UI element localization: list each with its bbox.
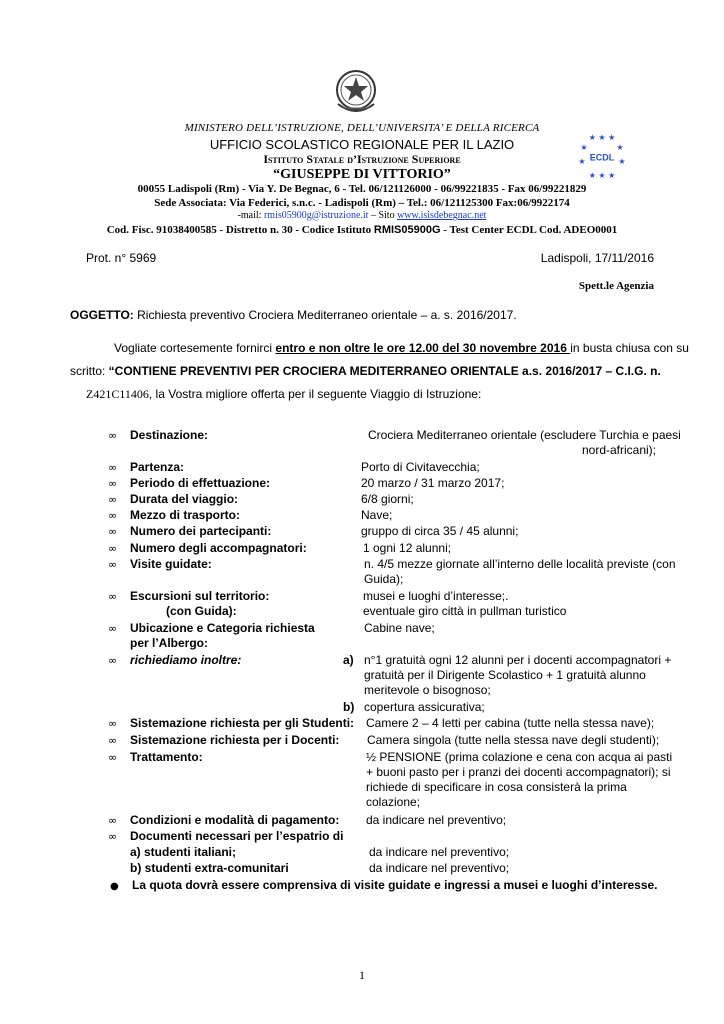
item-label: Destinazione: xyxy=(130,428,209,442)
item-label: richiediamo inoltre: xyxy=(130,653,242,667)
item-label: Documenti necessari per l’espatrio di xyxy=(130,829,344,843)
item-label: Sistemazione richiesta per gli Studenti: xyxy=(130,716,355,730)
item-label: a) studenti italiani; xyxy=(130,845,237,859)
recipient: Spett.le Agenzia xyxy=(578,280,654,292)
list-item-accompagnatori xyxy=(108,541,307,555)
item-label: Mezzo di trasporto: xyxy=(130,508,240,522)
bullet-icon: ∞ xyxy=(108,814,118,827)
list-item-trattamento xyxy=(108,750,203,764)
list-item-durata xyxy=(108,492,238,506)
ministry-line: MINISTERO DELL’ISTRUZIONE, DELL’UNIVERSITA’ E DELLA RICERCA xyxy=(184,122,540,134)
item-value: ½ PENSIONE (prima colazione e cena con acqua ai pasti xyxy=(366,750,673,764)
item-label: Visite guidate: xyxy=(130,557,212,571)
list-item-partecipanti xyxy=(108,524,271,538)
item-label: Numero dei partecipanti: xyxy=(130,524,272,538)
list-item-mezzo xyxy=(108,508,240,522)
item-label: Sistemazione richiesta per i Docenti: xyxy=(130,733,340,747)
item-value: eventuale giro città in pullman turistico xyxy=(363,604,567,618)
item-value: gruppo di circa 35 / 45 alunni; xyxy=(361,524,519,538)
list-item-ubicazione xyxy=(108,621,315,635)
body-line-2 xyxy=(70,364,661,378)
body-line-1 xyxy=(114,341,689,355)
item-value: musei e luoghi d’interesse;. xyxy=(363,589,509,603)
item-label: (con Guida): xyxy=(166,604,237,618)
republic-emblem-icon xyxy=(332,66,380,118)
final-note-text: La quota dovrà essere comprensiva di visite guidate e ingressi a musei e luoghi d’interesse. xyxy=(132,878,658,892)
item-value: Nave; xyxy=(361,508,393,522)
list-item-periodo xyxy=(108,476,270,490)
svg-text:★ ★ ★: ★ ★ ★ xyxy=(588,171,616,180)
bullet-icon: ∞ xyxy=(108,493,118,506)
bullet-icon: ∞ xyxy=(108,830,118,843)
item-label: Partenza: xyxy=(130,460,185,474)
deadline: entro e non oltre le ore 12.00 del 30 novembre 2016 xyxy=(275,341,571,355)
list-item-destinazione xyxy=(108,428,208,442)
final-note xyxy=(110,878,658,892)
svg-text:★: ★ xyxy=(580,143,588,152)
mail-prefix: -mail: xyxy=(237,210,264,221)
item-label: Periodo di effettuazione: xyxy=(130,476,271,490)
svg-text:★ ★ ★: ★ ★ ★ xyxy=(588,133,616,142)
item-value: da indicare nel preventivo; xyxy=(369,861,510,875)
item-value: Camere 2 – 4 letti per cabina (tutte nella stessa nave); xyxy=(366,716,655,730)
bullet-icon: ∞ xyxy=(108,622,118,635)
bullet-icon: ∞ xyxy=(108,590,118,603)
body-p3-b: , la Vostra migliore offerta per il seguente Viaggio di Istruzione: xyxy=(148,387,482,401)
body-line-3 xyxy=(86,387,481,402)
item-value: n°1 gratuità ogni 12 alunni per i docenti accompagnatori + xyxy=(364,653,672,667)
list-marker: b) xyxy=(343,700,355,714)
item-label: Trattamento: xyxy=(130,750,203,764)
svg-text:★: ★ xyxy=(618,157,626,166)
site-link[interactable]: www.isisdebegnac.net xyxy=(397,210,487,221)
item-value: meritevole o bisognoso; xyxy=(364,683,491,697)
item-label: Numero degli accompagnatori: xyxy=(130,541,307,555)
bullet-icon: ∞ xyxy=(108,477,118,490)
bullet-icon: ∞ xyxy=(108,429,118,442)
item-value: copertura assicurativa; xyxy=(364,700,485,714)
item-value: Crociera Mediterraneo orientale (escludere Turchia e paesi xyxy=(368,428,681,442)
contact-line xyxy=(0,210,724,221)
svg-text:★: ★ xyxy=(616,143,624,152)
bullet-icon: ∞ xyxy=(108,461,118,474)
item-value: 20 marzo / 31 marzo 2017; xyxy=(361,476,505,490)
list-item-documenti xyxy=(108,829,343,843)
subject-line xyxy=(70,308,517,322)
item-value: n. 4/5 mezze giornate all’interno delle località previste (con xyxy=(364,557,676,571)
body-p1-a: Vogliate cortesemente fornirci xyxy=(114,341,276,355)
item-value: + buoni pasto per i pranzi dei docenti accompagnatori); si xyxy=(366,765,671,779)
svg-text:★: ★ xyxy=(578,157,586,166)
item-value: 1 ogni 12 alunni; xyxy=(363,541,452,555)
item-value: Guida); xyxy=(364,572,404,586)
bullet-icon: ∞ xyxy=(108,734,118,747)
item-label: per l’Albergo: xyxy=(130,636,209,650)
bullet-icon: ∞ xyxy=(108,525,118,538)
item-value: Porto di Civitavecchia; xyxy=(361,460,480,474)
item-label: Durata del viaggio: xyxy=(130,492,239,506)
site-separator: – Sito xyxy=(368,210,398,221)
item-value: richiede di specificare in cosa consisterà la prima xyxy=(366,780,627,794)
item-label: b) studenti extra-comunitari xyxy=(130,861,289,875)
item-value: Camera singola (tutte nella stessa nave degli studenti); xyxy=(367,733,660,747)
item-label: Escursioni sul territorio: xyxy=(130,589,270,603)
item-value: da indicare nel preventivo; xyxy=(369,845,510,859)
protocol-number: Prot. n° 5969 xyxy=(86,251,157,265)
mail-link[interactable]: rmis05900g@istruzione.it xyxy=(263,210,369,221)
list-marker: a) xyxy=(343,653,354,667)
item-value: da indicare nel preventivo; xyxy=(366,813,507,827)
cod-fisc-b: - Test Center ECDL Cod. ADEO0001 xyxy=(440,224,618,236)
envelope-label: “CONTIENE PREVENTIVI PER CROCIERA MEDITERRANEO ORIENTALE a.s. 2016/2017 – C.I.G. n. xyxy=(108,364,661,378)
school-name: “GIUSEPPE DI VITTORIO” xyxy=(273,167,451,182)
item-value: gratuità per il Dirigente Scolastico + 1 gratuità alunno xyxy=(364,668,646,682)
cod-fisc-a: Cod. Fisc. 91038400585 - Distretto n. 30 - Codice Istituto xyxy=(106,224,374,236)
bullet-icon: ∞ xyxy=(108,717,118,730)
bullet-icon: ∞ xyxy=(108,654,118,667)
bullet-icon: ∞ xyxy=(108,542,118,555)
bullet-icon: ∞ xyxy=(108,751,118,764)
body-p1-b: in busta chiusa con su xyxy=(570,341,689,355)
list-item-partenza xyxy=(108,460,184,474)
subject-label: OGGETTO: xyxy=(70,308,134,322)
item-label: Ubicazione e Categoria richiesta xyxy=(130,621,315,635)
item-value: nord-africani); xyxy=(581,443,656,457)
secondary-address-line: Sede Associata: Via Federici, s.n.c. - Ladispoli (Rm) – Tel.: 06/121125300 Fax:06/9922174 xyxy=(154,197,570,209)
item-value: Cabine nave; xyxy=(364,621,435,635)
cod-fisc-line xyxy=(0,224,724,236)
subject-text: Richiesta preventivo Crociera Mediterraneo orientale – a. s. 2016/2017. xyxy=(133,308,517,322)
list-item-escursioni xyxy=(108,589,269,603)
ufficio-line: UFFICIO SCOLASTICO REGIONALE PER IL LAZIO xyxy=(209,137,515,152)
page-number: 1 xyxy=(359,968,365,982)
istituto-line: Istituto Statale d’Istruzione Superiore xyxy=(263,152,461,166)
document-date: Ladispoli, 17/11/2016 xyxy=(540,251,654,265)
bullet-icon: ∞ xyxy=(108,558,118,571)
bullet-dot-icon: ● xyxy=(110,881,119,892)
item-value: colazione; xyxy=(366,795,421,809)
cod-istituto: RMIS05900G xyxy=(373,224,441,236)
address-line: 00055 Ladispoli (Rm) - Via Y. De Begnac, 6 - Tel. 06/121126000 - 06/99221835 - Fax 06/99221829 xyxy=(137,183,587,195)
item-label: Condizioni e modalità di pagamento: xyxy=(130,813,340,827)
body-p2-a: scritto: xyxy=(70,364,109,378)
list-item-condizioni xyxy=(108,813,339,827)
cig-code: Z421C11406 xyxy=(86,387,149,401)
list-item-sist-studenti xyxy=(108,716,354,730)
item-value: 6/8 giorni; xyxy=(361,492,414,506)
list-item-sist-docenti xyxy=(108,733,339,747)
list-item-visite xyxy=(108,557,212,571)
list-item-richiediamo xyxy=(108,653,241,667)
ecdl-label: ECDL xyxy=(589,152,615,163)
bullet-icon: ∞ xyxy=(108,509,118,522)
